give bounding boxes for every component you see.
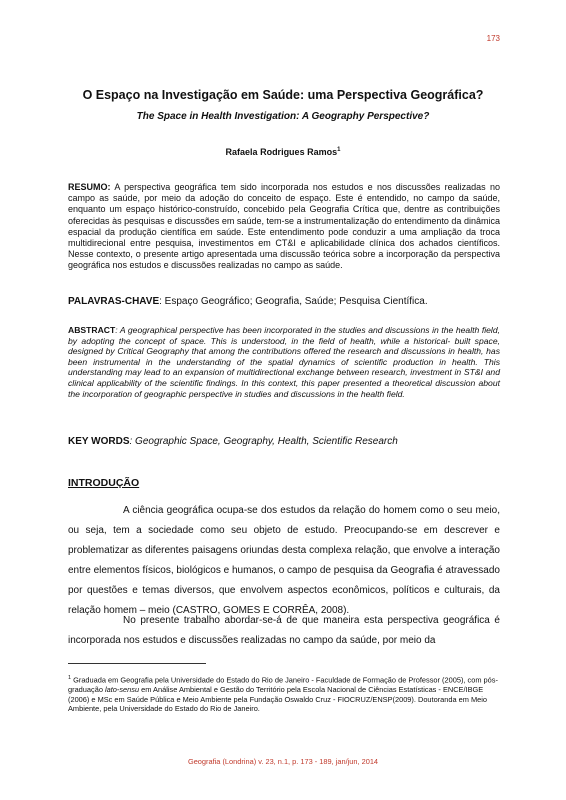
footnote-divider [68,663,206,664]
journal-footer: Geografia (Londrina) v. 23, n.1, p. 173 - 189, jan/jun, 2014 [187,757,379,766]
intro-paragraph-1: A ciência geográfica ocupa-se dos estudos da relação do homem como o seu meio, ou seja, tem a sociedade como seu objeto de estudo. Preocupando-se em descrever e problematizar as diferentes paisagens oriundas desta complexa relação, que envolve a interação entre elementos físicos, biológicos e humanos, o campo de pesquisa da Geografia é atravessado por questões e temas diversos, que envolvem aspectos econômicos, políticos e culturais, da relação homem – meio (CASTRO, GOMES E CORRÊA, 2008). [68,505,500,616]
resumo-label: RESUMO: [68,182,111,192]
section-heading-introducao: INTRODUÇÃO [68,477,140,489]
author-name: Rafaela Rodrigues Ramos [225,147,338,157]
keywords-text: : Geographic Space, Geography, Health, Scientific Research [129,436,398,447]
author-line [0,147,566,157]
keywords-label: KEY WORDS [68,436,130,447]
footnote-text-after: em Análise Ambiental e Gestão do Território pela Escola Nacional de Ciências Estatísticas - ENCE/IBGE (2006) e MSc em Saúde Pública e Meio Ambiente pela Fundação Oswaldo Cruz - FIOCRUZ/ENSP(2009). Doutoranda em Meio Ambiente, pela Universidade do Estado do Rio de Janeiro. [68,685,487,714]
intro-paragraph-2: No presente trabalho abordar-se-á de que maneira esta perspectiva geográfica é incorporada nos estudos e discussões realizadas no campo da saúde, por meio da [68,615,500,646]
abstract-text: : A geographical perspective has been incorporated in the studies and discussions in the health field, by adopting the concept of space. This is understood, in the field of health, while a historical- built space, designed by Critical Geography that among the contributions offered the research and discussions in health, has been instrumental in the understanding of the spatial dynamics of scientific production in health. This understanding may lead to an expansion of multidirectional exchange between research, investment in ST&I and clinical applicability of the scientific findings. In this context, this paper presented a theoretical discussion about the incorporation of geographic perspective in studies and discussions in the health field. [68,325,500,399]
resumo-paragraph [68,182,500,272]
abstract-label: ABSTRACT [68,325,116,335]
keywords-paragraph [68,436,500,448]
palavras-chave-label: PALAVRAS-CHAVE [68,296,160,307]
resumo-text: A perspectiva geográfica tem sido incorporada nos estudos e nos discussões realizadas no campo as saúde, por meio da adoção do conceito de espaço. Este é entendido, no campo da saúde, enquanto um espaço histórico-construído, concebido pela Geografia Crítica que, dentre as contribuições oferecidas às pesquisas e discussões em saúde, tem-se a instrumentalização do entendimento da dinâmica espacial da produção científica em saúde. Este entendimento pode conduzir a uma ampliação da troca multidirecional entre pesquisa, investimentos em CT&I e aplicabilidade clínica dos achados científicos. Nesse contexto, o presente artigo apresentada uma discussão teórica sobre a incorporação da perspectiva geográfica nos estudos e discussões realizadas no campo as saúde. [68,182,500,271]
abstract-paragraph [68,325,500,399]
footnote-italic: lato-sensu [104,685,140,695]
palavras-chave-paragraph [68,296,500,308]
footnote [68,674,500,714]
palavras-chave-text: : Espaço Geográfico; Geografia, Saúde; Pesquisa Científica. [159,296,428,307]
page-number: 173 [486,34,500,43]
article-title: O Espaço na Investigação em Saúde: uma Perspectiva Geográfica? [82,88,484,102]
footnote-marker: 1 [68,675,72,681]
article-subtitle: The Space in Health Investigation: A Geography Perspective? [136,111,430,122]
footnote-text-before: Graduada em Geografia pela Universidade do Estado do Rio de Janeiro - Faculdade de Formação de Professor (2005), com pós-graduação [68,675,498,695]
author-footnote-marker: 1 [337,147,341,153]
